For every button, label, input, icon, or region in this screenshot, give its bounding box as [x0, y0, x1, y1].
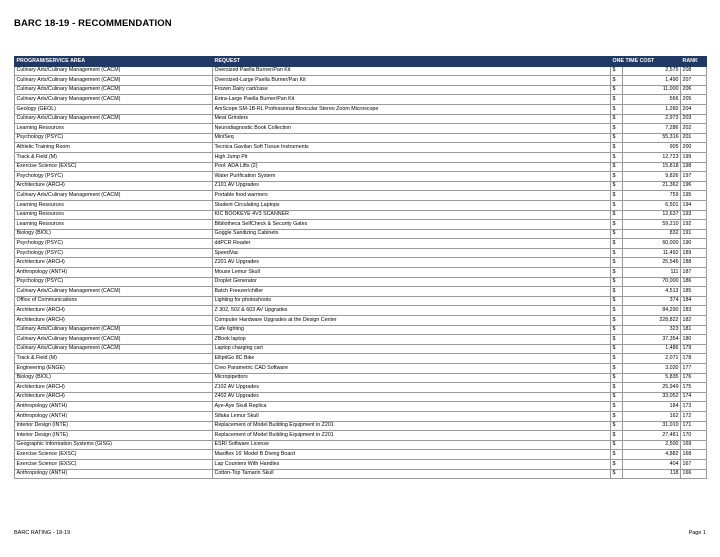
table-row	[15, 229, 707, 239]
row-currency: $	[611, 421, 623, 431]
row-program-area: Engineering (ENGE)	[15, 364, 213, 374]
row-rank: 201	[681, 133, 707, 143]
table-row	[15, 440, 707, 450]
row-request: Droplet Generator	[213, 277, 611, 287]
table-row	[15, 296, 707, 306]
row-currency: $	[611, 191, 623, 201]
row-cost: 12,723	[623, 152, 681, 162]
row-cost: 31,010	[623, 421, 681, 431]
row-rank: 205	[681, 95, 707, 105]
row-program-area: Anthropology (ANTH)	[15, 402, 213, 412]
table-row	[15, 172, 707, 182]
row-rank: 197	[681, 172, 707, 182]
table-row	[15, 66, 707, 76]
row-cost: 1,486	[623, 344, 681, 354]
row-program-area: Culinary Arts/Culinary Management (CACM)	[15, 95, 213, 105]
row-request: Neurodiagnostic Book Collection	[213, 124, 611, 134]
row-request: Computer Hardware Upgrades at the Design Center	[213, 316, 611, 326]
row-rank: 198	[681, 162, 707, 172]
row-rank: 184	[681, 296, 707, 306]
row-currency: $	[611, 220, 623, 230]
row-cost: 4,513	[623, 287, 681, 297]
row-request: Cafe lighting	[213, 325, 611, 335]
row-program-area: Interior Design (INTE)	[15, 421, 213, 431]
row-program-area: Architecture (ARCH)	[15, 392, 213, 402]
row-currency: $	[611, 411, 623, 421]
row-rank: 182	[681, 316, 707, 326]
row-cost: 323	[623, 325, 681, 335]
row-cost: 4,882	[623, 450, 681, 460]
page-number: Page 1	[688, 530, 706, 536]
row-rank: 167	[681, 459, 707, 469]
row-cost: 566	[623, 95, 681, 105]
row-cost: 70,000	[623, 277, 681, 287]
row-request: High Jump Pit	[213, 152, 611, 162]
row-cost: 118	[623, 469, 681, 479]
row-currency: $	[611, 383, 623, 393]
row-request: Meat Grinders	[213, 114, 611, 124]
row-program-area: Exercise Science (EXSC)	[15, 450, 213, 460]
row-program-area: Office of Communications	[15, 296, 213, 306]
row-cost: 2,973	[623, 114, 681, 124]
row-currency: $	[611, 268, 623, 278]
table-row	[15, 152, 707, 162]
row-cost: 59,210	[623, 220, 681, 230]
row-rank: 173	[681, 402, 707, 412]
table-row	[15, 383, 707, 393]
row-program-area: Geology (GEOL)	[15, 104, 213, 114]
table-row	[15, 277, 707, 287]
row-cost: 184	[623, 402, 681, 412]
row-currency: $	[611, 66, 623, 76]
row-rank: 175	[681, 383, 707, 393]
row-cost: 9,826	[623, 172, 681, 182]
row-cost: 228,822	[623, 316, 681, 326]
row-rank: 192	[681, 220, 707, 230]
row-program-area: Learning Resources	[15, 200, 213, 210]
row-program-area: Anthropology (ANTH)	[15, 268, 213, 278]
row-cost: 6,501	[623, 200, 681, 210]
row-currency: $	[611, 450, 623, 460]
table-row	[15, 411, 707, 421]
table-row	[15, 124, 707, 134]
row-currency: $	[611, 277, 623, 287]
row-program-area: Culinary Arts/Culinary Management (CACM)	[15, 76, 213, 86]
row-cost: 111	[623, 268, 681, 278]
row-program-area: Biology (BIOL)	[15, 229, 213, 239]
row-request: Bibliotheca SelfCheck & Security Gates	[213, 220, 611, 230]
row-program-area: Culinary Arts/Culinary Management (CACM)	[15, 191, 213, 201]
row-request: Lighting for photoshoots	[213, 296, 611, 306]
header-request: REQUEST	[213, 57, 611, 67]
row-request: Extra-Large Paella Burner/Pan Kit	[213, 95, 611, 105]
table-row	[15, 373, 707, 383]
row-cost: 5,835	[623, 373, 681, 383]
row-program-area: Culinary Arts/Culinary Management (CACM)	[15, 325, 213, 335]
row-currency: $	[611, 229, 623, 239]
row-program-area: Psychology (PSYC)	[15, 277, 213, 287]
row-program-area: Athletic Training Room	[15, 143, 213, 153]
row-request: AmScope SM-1B-RL Professional Binocular Stereo Zoom Microscope	[213, 104, 611, 114]
table-row	[15, 181, 707, 191]
row-currency: $	[611, 85, 623, 95]
row-request: Aye-Aye Skull Replica	[213, 402, 611, 412]
table-body	[15, 66, 707, 479]
row-request: ElliptiGo 8C Bike	[213, 354, 611, 364]
header-one-time-cost: ONE TIME COST	[611, 57, 681, 67]
row-currency: $	[611, 354, 623, 364]
table-header-row	[15, 57, 707, 67]
row-request: Frozen Dairy cart/case	[213, 85, 611, 95]
row-request: Lap Counters With Handles	[213, 459, 611, 469]
row-currency: $	[611, 143, 623, 153]
table-row	[15, 210, 707, 220]
row-program-area: Geographic Information Systems (GISG)	[15, 440, 213, 450]
row-currency: $	[611, 364, 623, 374]
table-row	[15, 450, 707, 460]
table-row	[15, 248, 707, 258]
table-row	[15, 402, 707, 412]
row-request: KIC BOOKEYE 4V3 SCANNER	[213, 210, 611, 220]
row-request: Z201 AV Upgrades	[213, 258, 611, 268]
row-cost: 84,290	[623, 306, 681, 316]
recommendation-table	[14, 56, 707, 479]
row-request: ESRI Software License	[213, 440, 611, 450]
row-program-area: Culinary Arts/Culinary Management (CACM)	[15, 287, 213, 297]
row-rank: 166	[681, 469, 707, 479]
row-request: Maxiflex 16' Model B Diving Board	[213, 450, 611, 460]
table-row	[15, 104, 707, 114]
row-cost: 12,637	[623, 210, 681, 220]
row-program-area: Track & Field (M)	[15, 354, 213, 364]
row-rank: 189	[681, 248, 707, 258]
row-program-area: Exercise Science (EXSC)	[15, 162, 213, 172]
row-cost: 33,052	[623, 392, 681, 402]
row-currency: $	[611, 95, 623, 105]
row-rank: 168	[681, 450, 707, 460]
row-currency: $	[611, 239, 623, 249]
row-request: Sifaka Lemur Skull	[213, 411, 611, 421]
row-cost: 2,500	[623, 440, 681, 450]
row-currency: $	[611, 325, 623, 335]
row-rank: 207	[681, 76, 707, 86]
table-row	[15, 162, 707, 172]
row-currency: $	[611, 181, 623, 191]
row-rank: 188	[681, 258, 707, 268]
row-currency: $	[611, 431, 623, 441]
row-rank: 172	[681, 411, 707, 421]
row-currency: $	[611, 124, 623, 134]
row-cost: 2,071	[623, 354, 681, 364]
row-currency: $	[611, 316, 623, 326]
row-rank: 178	[681, 354, 707, 364]
table-row	[15, 114, 707, 124]
row-rank: 180	[681, 335, 707, 345]
row-program-area: Culinary Arts/Culinary Management (CACM)	[15, 344, 213, 354]
row-program-area: Anthropology (ANTH)	[15, 411, 213, 421]
row-cost: 15,818	[623, 162, 681, 172]
row-rank: 170	[681, 431, 707, 441]
row-currency: $	[611, 296, 623, 306]
row-program-area: Culinary Arts/Culinary Management (CACM)	[15, 85, 213, 95]
row-currency: $	[611, 76, 623, 86]
row-cost: 1,490	[623, 76, 681, 86]
row-request: Water Purification System	[213, 172, 611, 182]
row-currency: $	[611, 200, 623, 210]
table-row	[15, 335, 707, 345]
row-cost: 21,362	[623, 181, 681, 191]
row-request: Goggle Sanitizing Cabinets	[213, 229, 611, 239]
table-row	[15, 133, 707, 143]
row-cost: 37,354	[623, 335, 681, 345]
row-program-area: Psychology (PSYC)	[15, 133, 213, 143]
row-program-area: Biology (BIOL)	[15, 373, 213, 383]
row-request: Z101 AV Upgrades	[213, 181, 611, 191]
row-program-area: Psychology (PSYC)	[15, 172, 213, 182]
row-currency: $	[611, 402, 623, 412]
row-program-area: Culinary Arts/Culinary Management (CACM)	[15, 114, 213, 124]
row-currency: $	[611, 373, 623, 383]
row-rank: 208	[681, 66, 707, 76]
table-row	[15, 421, 707, 431]
row-request: Z 302, 502 & 603 AV Upgrades	[213, 306, 611, 316]
row-program-area: Culinary Arts/Culinary Management (CACM)	[15, 335, 213, 345]
row-rank: 191	[681, 229, 707, 239]
row-cost: 7,286	[623, 124, 681, 134]
row-cost: 374	[623, 296, 681, 306]
row-cost: 55,316	[623, 133, 681, 143]
row-currency: $	[611, 114, 623, 124]
row-rank: 203	[681, 114, 707, 124]
row-program-area: Track & Field (M)	[15, 152, 213, 162]
row-program-area: Architecture (ARCH)	[15, 306, 213, 316]
row-request: MiniSeq	[213, 133, 611, 143]
row-program-area: Psychology (PSYC)	[15, 248, 213, 258]
row-cost: 11,492	[623, 248, 681, 258]
row-currency: $	[611, 133, 623, 143]
row-rank: 183	[681, 306, 707, 316]
row-rank: 190	[681, 239, 707, 249]
row-currency: $	[611, 258, 623, 268]
row-currency: $	[611, 392, 623, 402]
row-rank: 193	[681, 210, 707, 220]
row-program-area: Architecture (ARCH)	[15, 181, 213, 191]
row-rank: 174	[681, 392, 707, 402]
row-program-area: Learning Resources	[15, 124, 213, 134]
row-rank: 206	[681, 85, 707, 95]
row-currency: $	[611, 210, 623, 220]
table-row	[15, 258, 707, 268]
row-request: Mouse Lemur Skull	[213, 268, 611, 278]
row-cost: 404	[623, 459, 681, 469]
row-currency: $	[611, 172, 623, 182]
row-cost: 1,260	[623, 104, 681, 114]
row-rank: 176	[681, 373, 707, 383]
row-request: Student Circulating Laptops	[213, 200, 611, 210]
row-currency: $	[611, 287, 623, 297]
table-row	[15, 200, 707, 210]
row-request: Creo Parametric CAD Software	[213, 364, 611, 374]
row-rank: 179	[681, 344, 707, 354]
row-program-area: Learning Resources	[15, 210, 213, 220]
row-request: Pool: ADA Lifts (2)	[213, 162, 611, 172]
table-row	[15, 76, 707, 86]
row-request: Oversized-Large Paella Burner/Pan Kit	[213, 76, 611, 86]
row-request: Replacement of Model Building Equipment in Z201	[213, 421, 611, 431]
row-currency: $	[611, 104, 623, 114]
table-row	[15, 431, 707, 441]
table-row	[15, 316, 707, 326]
row-cost: 3,020	[623, 364, 681, 374]
row-rank: 194	[681, 200, 707, 210]
row-currency: $	[611, 344, 623, 354]
table-row	[15, 287, 707, 297]
table-row	[15, 469, 707, 479]
header-program-area: PROGRAM/SERVICE AREA	[15, 57, 213, 67]
table-row	[15, 268, 707, 278]
row-program-area: Architecture (ARCH)	[15, 316, 213, 326]
row-program-area: Interior Design (INTE)	[15, 431, 213, 441]
row-request: ZBook laptop	[213, 335, 611, 345]
row-cost: 162	[623, 411, 681, 421]
table-row	[15, 459, 707, 469]
table-row	[15, 143, 707, 153]
row-currency: $	[611, 248, 623, 258]
row-program-area: Psychology (PSYC)	[15, 239, 213, 249]
table-row	[15, 85, 707, 95]
row-program-area: Architecture (ARCH)	[15, 258, 213, 268]
row-request: SpeedVac	[213, 248, 611, 258]
row-request: Portable food warmers	[213, 191, 611, 201]
row-cost: 832	[623, 229, 681, 239]
row-currency: $	[611, 335, 623, 345]
row-program-area: Learning Resources	[15, 220, 213, 230]
row-cost: 27,481	[623, 431, 681, 441]
row-rank: 200	[681, 143, 707, 153]
table-row	[15, 354, 707, 364]
row-currency: $	[611, 162, 623, 172]
row-currency: $	[611, 440, 623, 450]
table-row	[15, 344, 707, 354]
row-currency: $	[611, 152, 623, 162]
row-currency: $	[611, 459, 623, 469]
row-rank: 196	[681, 181, 707, 191]
row-rank: 171	[681, 421, 707, 431]
row-request: Laptop charging cart	[213, 344, 611, 354]
row-rank: 177	[681, 364, 707, 374]
row-rank: 169	[681, 440, 707, 450]
row-rank: 202	[681, 124, 707, 134]
row-currency: $	[611, 469, 623, 479]
row-request: Z402 AV Upgrades	[213, 392, 611, 402]
row-rank: 181	[681, 325, 707, 335]
row-rank: 187	[681, 268, 707, 278]
row-program-area: Architecture (ARCH)	[15, 383, 213, 393]
row-program-area: Culinary Arts/Culinary Management (CACM)	[15, 66, 213, 76]
row-request: Tecnica Gavilan Soft Tissue Instruments	[213, 143, 611, 153]
row-request: Z102 AV Upgrades	[213, 383, 611, 393]
row-cost: 25,949	[623, 383, 681, 393]
footer-label: BARC RATING - 18-19	[14, 530, 71, 536]
page-title: BARC 18-19 - RECOMMENDATION	[14, 18, 172, 29]
row-request: Batch Freezer/chiller	[213, 287, 611, 297]
table-row	[15, 392, 707, 402]
row-cost: 2,575	[623, 66, 681, 76]
row-request: Replacement of Model Building Equipment in Z201	[213, 431, 611, 441]
table-row	[15, 364, 707, 374]
row-cost: 25,546	[623, 258, 681, 268]
row-cost: 759	[623, 191, 681, 201]
row-request: Oversized Paella Burner/Pan Kit	[213, 66, 611, 76]
row-rank: 195	[681, 191, 707, 201]
row-cost: 11,000	[623, 85, 681, 95]
row-rank: 204	[681, 104, 707, 114]
table-row	[15, 191, 707, 201]
row-request: Micropipettors	[213, 373, 611, 383]
table-row	[15, 220, 707, 230]
table-row	[15, 239, 707, 249]
table-row	[15, 306, 707, 316]
row-request: Cotton-Top Tamarin Skull	[213, 469, 611, 479]
row-currency: $	[611, 306, 623, 316]
row-rank: 186	[681, 277, 707, 287]
row-program-area: Exercise Science (EXSC)	[15, 459, 213, 469]
row-program-area: Anthropology (ANTH)	[15, 469, 213, 479]
row-rank: 199	[681, 152, 707, 162]
table-row	[15, 325, 707, 335]
row-request: ddPCR Reader	[213, 239, 611, 249]
table-row	[15, 95, 707, 105]
row-cost: 60,000	[623, 239, 681, 249]
row-cost: 905	[623, 143, 681, 153]
row-rank: 185	[681, 287, 707, 297]
header-rank: RANK	[681, 57, 707, 67]
